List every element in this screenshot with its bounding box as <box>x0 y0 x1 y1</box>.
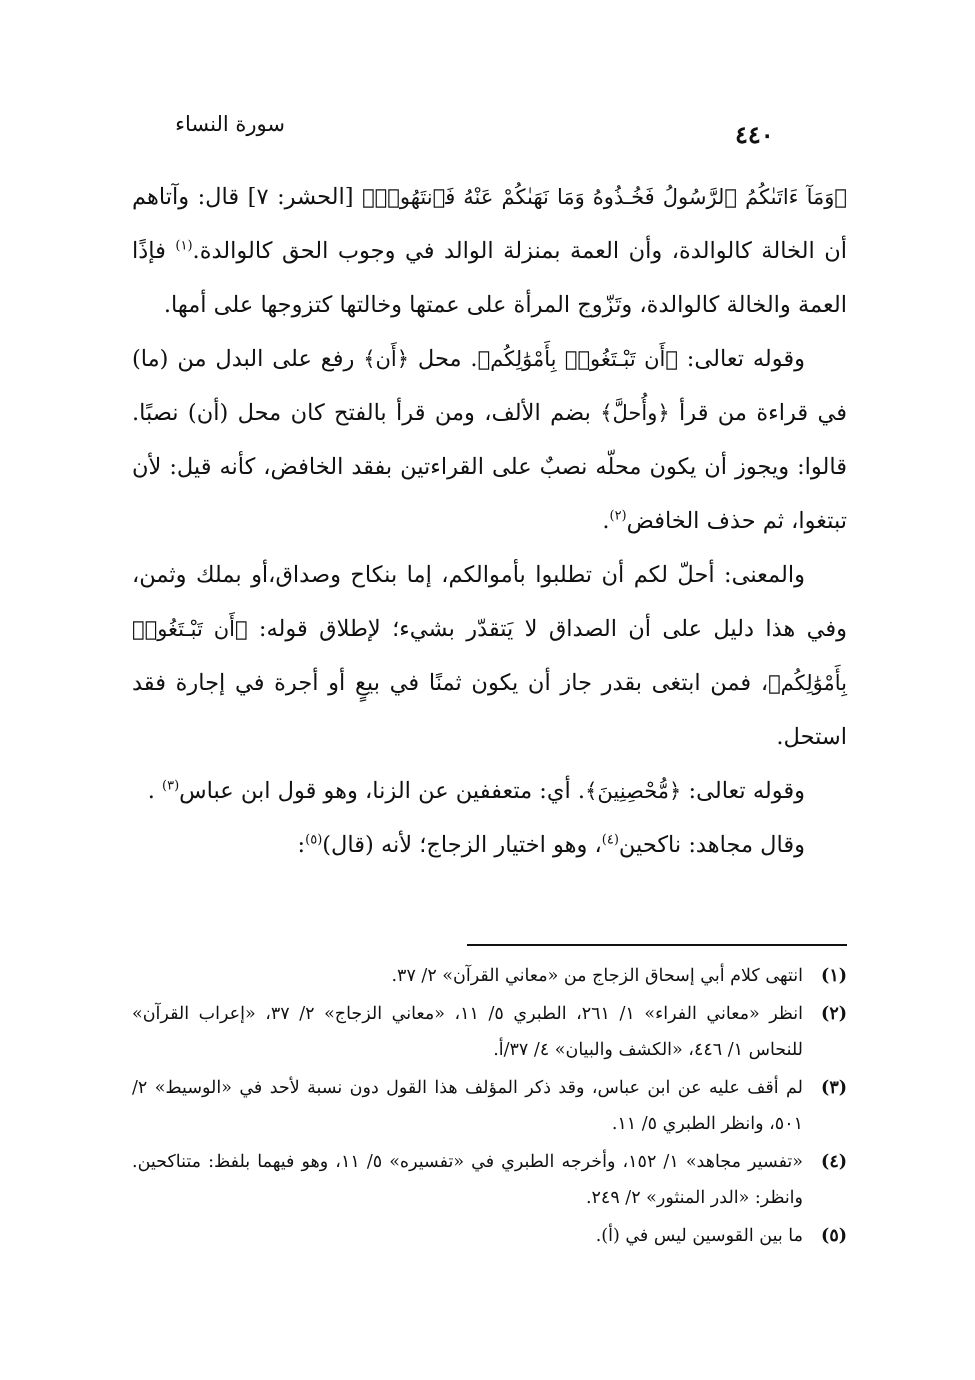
footnote-item <box>132 958 847 994</box>
paragraph-3 <box>132 548 847 764</box>
paragraph-text: [الحشر: ٧] قال: وآتاهم أن الخالة كالوالدة، وأن العمة بمنزلة الوالد في وجوب الحق كالوالدة. <box>132 184 847 264</box>
quran-quote: ﴿مُّحْصِنِينَ﴾ <box>585 779 682 803</box>
footnote-number: (٣) <box>821 1078 847 1098</box>
paragraph-text: . أي: متعففين عن الزنا، وهو قول ابن عباس <box>179 778 586 804</box>
footnote-ref-2[interactable]: (٢) <box>609 508 627 524</box>
footnote-text: انتهى كلام أبي إسحاق الزجاج من «معاني القرآن» ٢/ ٣٧. <box>391 966 803 986</box>
footnote-ref-4[interactable]: (٤) <box>601 832 619 848</box>
paragraph-5 <box>132 818 847 872</box>
paragraph-text: فإذًا العمة والخالة كالوالدة، وتَزّوج المرأة على عمتها وخالتها كتزوجها على أمها. <box>132 238 847 318</box>
paragraph-text: والمعنى: أحلّ لكم أن تطلبوا بأموالكم، إما بنكاح وصداق،أو بملك وثمن، وفي هذا دليل على أن الصداق لا يَتقدّر بشيء؛ لإطلاق قوله: <box>132 562 848 642</box>
footnote-text: لم أقف عليه عن ابن عباس، وقد ذكر المؤلف هذا القول دون نسبة لأحد في «الوسيط» ٢/ ٥٠١، وانظر الطبري ٥/ ١١. <box>132 1078 803 1134</box>
footnote-ref-5[interactable]: (٥) <box>305 832 323 848</box>
footnote-number: (٤) <box>821 1152 847 1172</box>
quran-quote: ﴿وأُحلَّ﴾ <box>600 401 670 425</box>
footnote-item <box>132 996 847 1068</box>
footnote-text: «تفسير مجاهد» ١/ ١٥٢، وأخرجه الطبري في «تفسيره» ٥/ ١١، وهو فيهما بلفظ: متناكحين. وانظر: «الدر المنثور» ٢/ ٢٤٩. <box>132 1152 804 1208</box>
footnote-number: (١) <box>821 966 847 986</box>
footnote-ref-3[interactable]: (٣) <box>162 778 180 794</box>
paragraph-text: ، فمن ابتغى بقدر جاز أن يكون ثمنًا في بيعٍ أو أجرة في إجارة فقد استحل. <box>132 670 847 750</box>
paragraph-text: وقال مجاهد: ناكحين <box>618 832 805 858</box>
paragraph-text: رفع على البدل من (ما) في قراءة من قرأ <box>132 346 847 426</box>
footnote-item <box>132 1144 847 1216</box>
quran-quote: ﴿أَن تَبْـتَغُوا۟ بِأَمْوَٰلِكُم﴾ <box>477 347 678 371</box>
quran-quote: ﴿وَمَآ ءَاتَىٰكُمُ ٱلرَّسُولُ فَخُـذُوهُ وَمَا نَهَىٰكُمْ عَنْهُ فَٱنتَهُوا۟﴾ <box>362 185 847 209</box>
footnote-item <box>132 1070 847 1142</box>
paragraph-4 <box>132 764 847 818</box>
paragraph-text: ، وهو اختيار الزجاج؛ لأنه (قال) <box>322 832 602 858</box>
paragraph-text: . <box>147 778 163 804</box>
footnote-divider <box>467 944 847 946</box>
footnote-text: ما بين القوسين ليس في (أ). <box>595 1226 803 1246</box>
paragraph-1 <box>132 170 847 332</box>
paragraph-text: : <box>297 832 306 858</box>
footnote-number: (٢) <box>821 1004 847 1024</box>
paragraph-2 <box>132 332 847 548</box>
main-text <box>132 170 847 872</box>
paragraph-text: وقوله تعالى: <box>677 346 805 372</box>
page-number: ٤٤٠ <box>735 120 774 149</box>
footnote-ref-1[interactable]: (١) <box>175 238 193 254</box>
footnotes <box>132 958 847 1256</box>
footnote-item <box>132 1218 847 1254</box>
quran-quote: ﴿أَن﴾ <box>363 347 410 371</box>
quran-quote: ﴿أَن تَبْـتَغُوا۟ بِأَمْوَٰلِكُم﴾ <box>132 617 847 695</box>
paragraph-text: . <box>602 508 610 534</box>
footnote-text: انظر «معاني الفراء» ١/ ٢٦١، الطبري ٥/ ١١، «معاني الزجاج» ٢/ ٣٧، «إعراب القرآن» للنحاس ١/ ٤٤٦، «الكشف والبيان» ٤/ ٣٧/أ. <box>132 1004 804 1060</box>
paragraph-text: بضم الألف، ومن قرأ بالفتح كان محل (أن) نصبًا. قالوا: ويجوز أن يكون محلّه نصبٌ على القراءتين بفقد الخافض، كأنه قيل: لأن تبتغوا، ثم حذف الخافض <box>132 400 847 534</box>
paragraph-text: . محل <box>409 346 478 372</box>
running-header-surah: سورة النساء <box>175 112 285 136</box>
footnote-number: (٥) <box>821 1226 847 1246</box>
paragraph-text: وقوله تعالى: <box>681 778 805 804</box>
